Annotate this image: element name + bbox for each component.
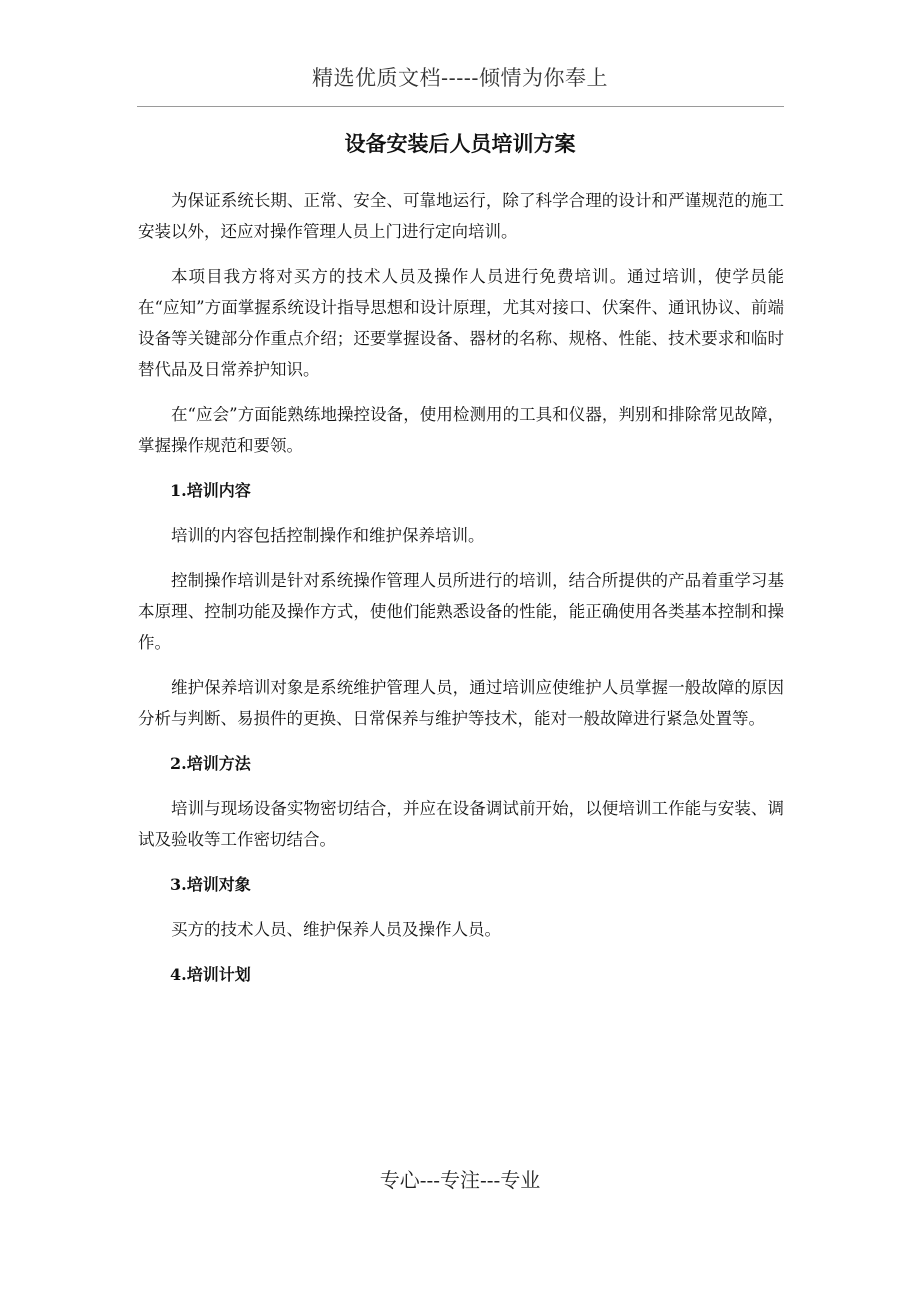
document-title: 设备安装后人员培训方案 <box>344 131 576 156</box>
section-heading-training-content: 1.培训内容 <box>170 481 251 500</box>
paragraph-yingzhi: 本项目我方将对买方的技术人员及操作人员进行免费培训。通过培训，使学员能在“应知”方面掌握系统设计指导思想和设计原理，尤其对接口、伏案件、通讯协议、前端设备等关键部分作重点介绍；还要掌握设备、器材的名称、规格、性能、技术要求和临时替代品及日常养护知识。 <box>138 267 784 379</box>
paragraph-yinghui: 在“应会”方面能熟练地操控设备，使用检测用的工具和仪器，判别和排除常见故障，掌握操作规范和要领。 <box>138 405 784 455</box>
training-target-paragraph: 买方的技术人员、维护保养人员及操作人员。 <box>171 920 501 939</box>
section-heading-training-target: 3.培训对象 <box>170 875 251 894</box>
section-heading-training-plan: 4.培训计划 <box>170 965 251 984</box>
page-footer: 专心---专注---专业 <box>379 1168 541 1192</box>
page-header: 精选优质文档-----倾情为你奉上 <box>312 66 608 90</box>
control-operation-paragraph: 控制操作培训是针对系统操作管理人员所进行的培训，结合所提供的产品着重学习基本原理、控制功能及操作方式，使他们能熟悉设备的性能，能正确使用各类基本控制和操作。 <box>138 571 784 652</box>
training-method-paragraph: 培训与现场设备实物密切结合，并应在设备调试前开始，以便培训工作能与安装、调试及验收等工作密切结合。 <box>138 799 784 849</box>
training-content-paragraph: 培训的内容包括控制操作和维护保养培训。 <box>171 526 485 545</box>
document-body <box>138 185 784 990</box>
intro-paragraph: 为保证系统长期、正常、安全、可靠地运行，除了科学合理的设计和严谨规范的施工安装以外，还应对操作管理人员上门进行定向培训。 <box>138 191 784 241</box>
header-divider <box>137 106 784 107</box>
section-heading-training-method: 2.培训方法 <box>170 754 251 773</box>
maintenance-paragraph: 维护保养培训对象是系统维护管理人员，通过培训应使维护人员掌握一般故障的原因分析与判断、易损件的更换、日常保养与维护等技术，能对一般故障进行紧急处置等。 <box>138 678 784 728</box>
